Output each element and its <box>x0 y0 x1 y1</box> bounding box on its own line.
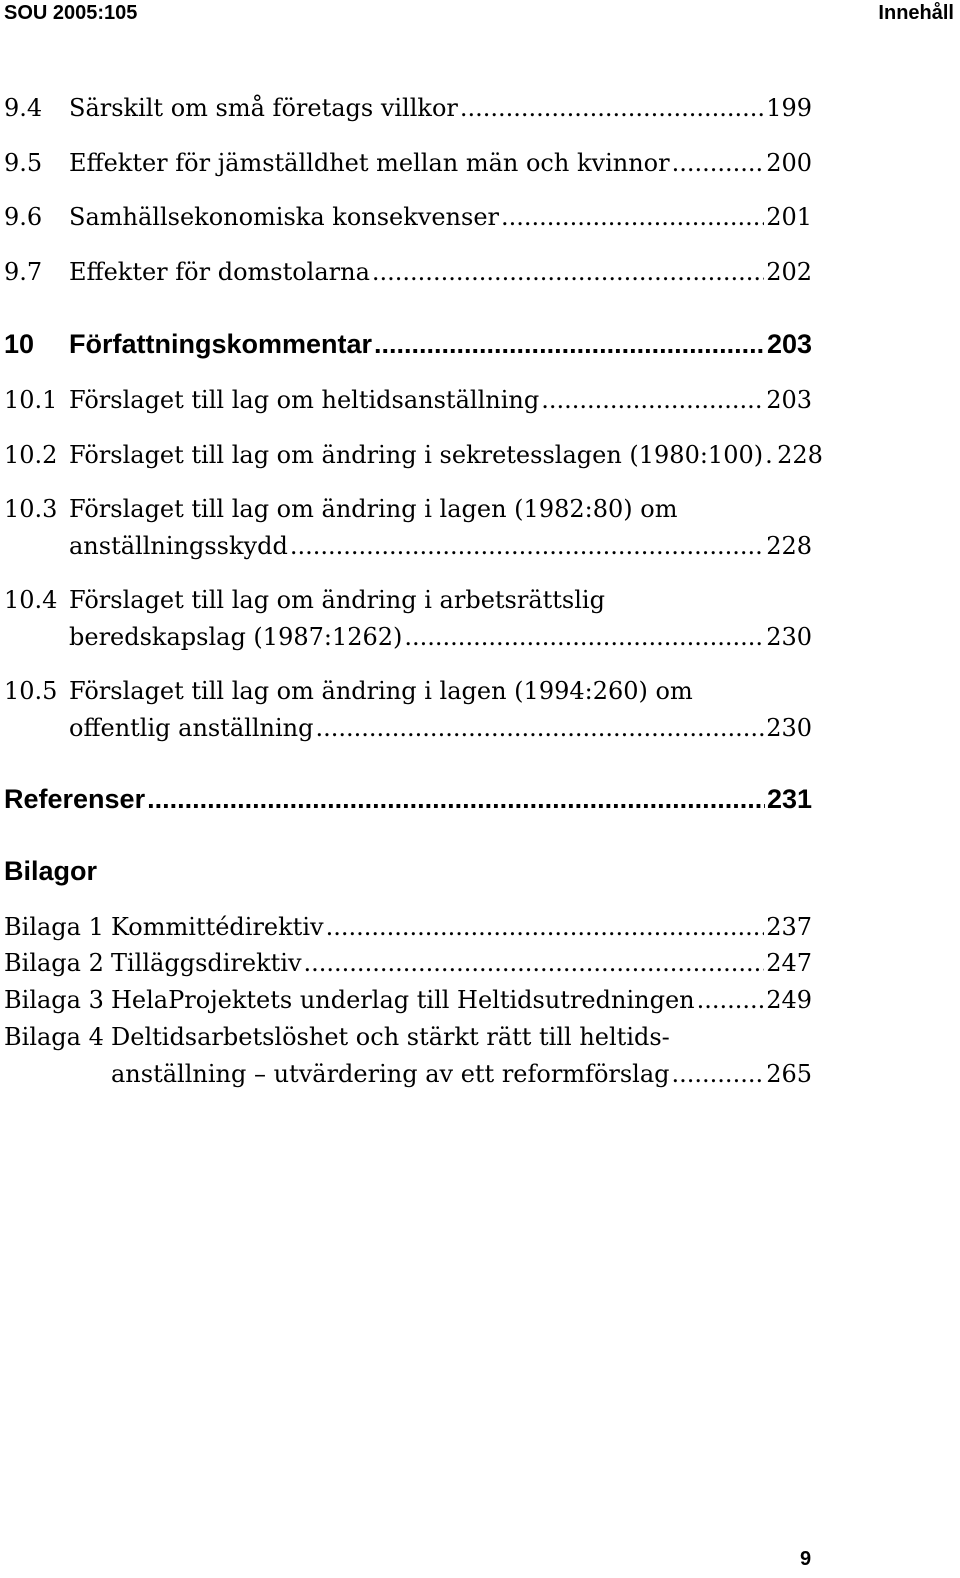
dot-leader <box>290 532 764 560</box>
toc-entry-title: Kommittédirektiv <box>111 913 324 941</box>
toc-entry-page: 237 <box>766 913 812 941</box>
toc-entry-number: 10.4 <box>4 586 58 614</box>
dot-leader <box>326 913 765 941</box>
toc-entry-page: 265 <box>766 1060 812 1088</box>
toc-entry-number: 10.5 <box>4 677 58 705</box>
page-number: 9 <box>800 1548 812 1570</box>
toc-entry-number: 10.1 <box>4 386 58 414</box>
toc-entry-title: Förslaget till lag om ändring i sekretesslagen (1980:100) <box>69 441 764 469</box>
toc-entry-title: Särskilt om små företags villkor <box>69 94 458 122</box>
toc-entry-title: Förslaget till lag om ändring i lagen (1994:260) om <box>69 677 693 705</box>
toc-entry-title: Förslaget till lag om ändring i arbetsrättslig <box>69 586 605 614</box>
dot-leader <box>672 149 765 177</box>
toc-entry-number: 10.2 <box>4 441 58 469</box>
toc-entry-number: 9.4 <box>4 94 43 122</box>
toc-entry-title: Förslaget till lag om heltidsanställning <box>69 386 540 414</box>
bilagor-heading: Bilagor <box>4 856 98 886</box>
toc-entry-title: Deltidsarbetslöshet och stärkt rätt till heltids- <box>111 1023 670 1051</box>
toc-entry-page: 203 <box>766 386 812 414</box>
toc-entry-page: 228 <box>766 532 812 560</box>
toc-entry-page: 247 <box>766 949 812 977</box>
toc-entry-title: Effekter för domstolarna <box>69 258 370 286</box>
dot-leader <box>304 949 765 977</box>
toc-entry-number: 9.5 <box>4 149 43 177</box>
toc-entry-title: HelaProjektets underlag till Heltidsutredningen <box>111 986 695 1014</box>
toc-entry-number: 9.7 <box>4 258 43 286</box>
toc-entry-title: Förslaget till lag om ändring i lagen (1982:80) om <box>69 495 678 523</box>
toc-entry-number: 10.3 <box>4 495 58 523</box>
toc-entry-title: Tilläggsdirektiv <box>111 949 302 977</box>
dot-leader <box>147 784 765 815</box>
toc-entry-title: Effekter för jämställdhet mellan män och kvinnor <box>69 149 670 177</box>
toc-entry-page: 231 <box>766 784 812 814</box>
dot-leader <box>765 441 775 469</box>
toc-entry-page: 230 <box>766 623 812 651</box>
toc-entry-title-continued: beredskapslag (1987:1262) <box>69 623 403 651</box>
toc-entry-title: Referenser <box>4 784 146 814</box>
dot-leader <box>672 1060 765 1088</box>
dot-leader <box>501 203 764 231</box>
toc-entry-title: Samhällsekonomiska konsekvenser <box>69 203 499 231</box>
toc-entry-page: 200 <box>766 149 812 177</box>
dot-leader <box>372 258 764 286</box>
toc-entry-page: 203 <box>766 329 812 359</box>
toc-entry-page: 228 <box>777 441 823 469</box>
toc-bilaga-number: Bilaga 4 <box>4 1023 104 1051</box>
toc-entry-page: 202 <box>766 258 812 286</box>
toc-entry-title: Författningskommentar <box>69 329 373 359</box>
toc-entry-number: 9.6 <box>4 203 43 231</box>
dot-leader <box>316 714 765 742</box>
toc-entry-title-continued: anställning – utvärdering av ett reformförslag <box>111 1060 670 1088</box>
toc-bilaga-number: Bilaga 3 <box>4 986 104 1014</box>
running-header-right: Innehåll <box>878 2 954 24</box>
toc-bilaga-number: Bilaga 1 <box>4 913 104 941</box>
toc-entry-page: 201 <box>766 203 812 231</box>
running-header-left: SOU 2005:105 <box>4 2 138 24</box>
toc-bilaga-number: Bilaga 2 <box>4 949 104 977</box>
dot-leader <box>460 94 764 122</box>
toc-entry-number: 10 <box>4 329 35 359</box>
toc-entry-page: 249 <box>766 986 812 1014</box>
dot-leader <box>541 386 764 414</box>
toc-entry-title-continued: anställningsskydd <box>69 532 288 560</box>
dot-leader <box>697 986 765 1014</box>
toc-entry-title-continued: offentlig anställning <box>69 714 314 742</box>
dot-leader <box>374 329 765 360</box>
toc-entry-page: 230 <box>766 714 812 742</box>
dot-leader <box>404 623 764 651</box>
toc-entry-page: 199 <box>766 94 812 122</box>
